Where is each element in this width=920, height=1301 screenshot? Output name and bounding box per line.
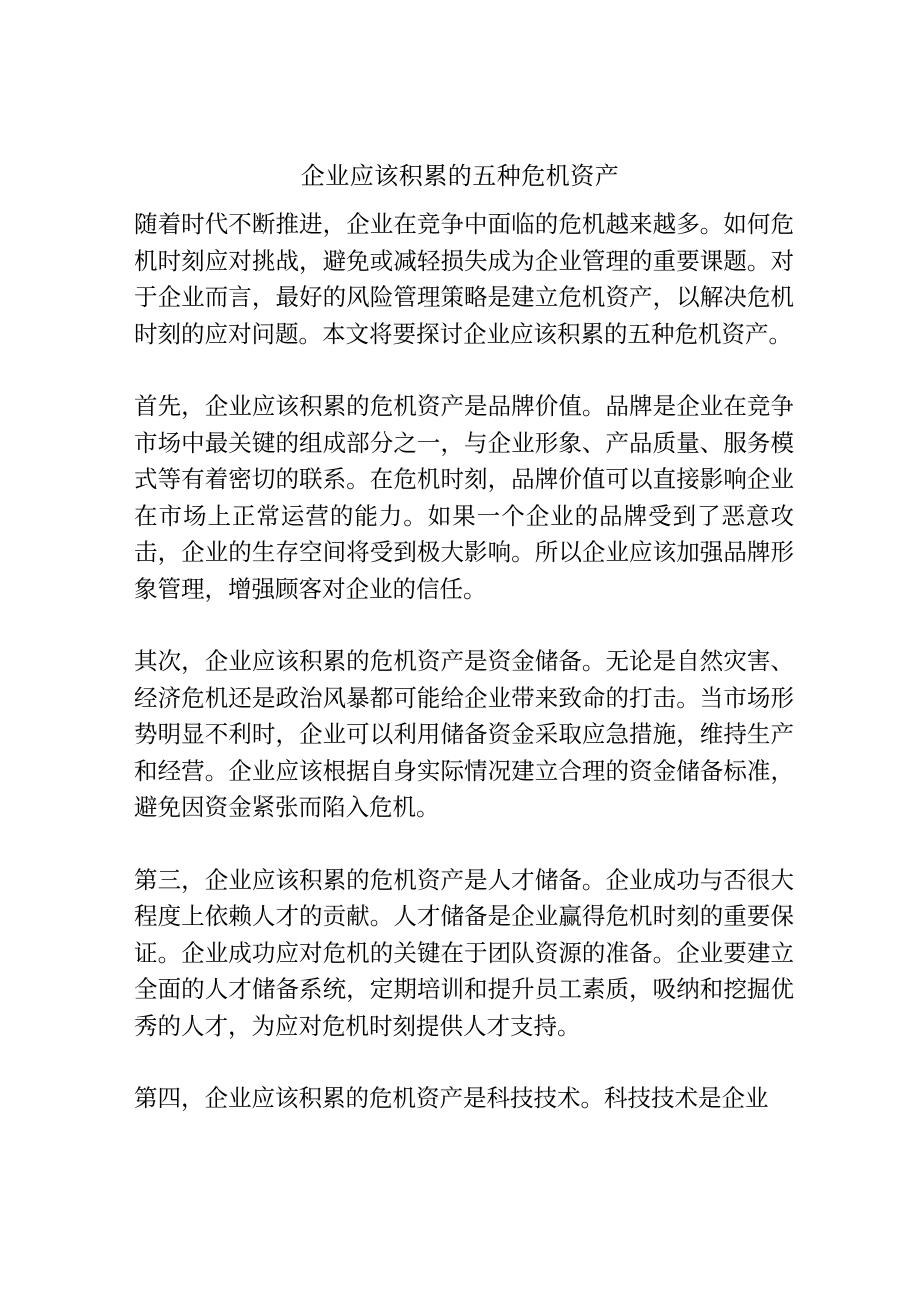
paragraph-intro: 随着时代不断推进，企业在竞争中面临的危机越来越多。如何危机时刻应对挑战，避免或减轻损失成为企业管理的重要课题。对于企业而言，最好的风险管理策略是建立危机资产，以解决危机时刻的应对问题。本文将要探讨企业应该积累的五种危机资产。 [134,210,794,348]
paragraph-capital-reserve: 其次，企业应该积累的危机资产是资金储备。无论是自然灾害、经济危机还是政治风暴都可能给企业带来致命的打击。当市场形势明显不利时，企业可以利用储备资金采取应急措施，维持生产和经营。企业应该根据自身实际情况建立合理的资金储备标准，避免因资金紧张而陷入危机。 [134,647,794,821]
document-title: 企业应该积累的五种危机资产 [300,162,620,190]
paragraph-talent-reserve: 第三，企业应该积累的危机资产是人才储备。企业成功与否很大程度上依赖人才的贡献。人才储备是企业赢得危机时刻的重要保证。企业成功应对危机的关键在于团队资源的准备。企业要建立全面的人才储备系统，定期培训和提升员工素质，吸纳和挖掘优秀的人才，为应对危机时刻提供人才支持。 [134,865,794,1040]
document-body [134,206,794,1153]
paragraph-brand-value: 首先，企业应该积累的危机资产是品牌价值。品牌是企业在竞争市场中最关键的组成部分之一，与企业形象、产品质量、服务模式等有着密切的联系。在危机时刻，品牌价值可以直接影响企业在市场上正常运营的能力。如果一个企业的品牌受到了恶意攻击，企业的生存空间将受到极大影响。所以企业应该加强品牌形象管理，增强顾客对企业的信任。 [134,392,794,603]
paragraph-technology: 第四，企业应该积累的危机资产是科技技术。科技技术是企业 [134,1084,769,1112]
